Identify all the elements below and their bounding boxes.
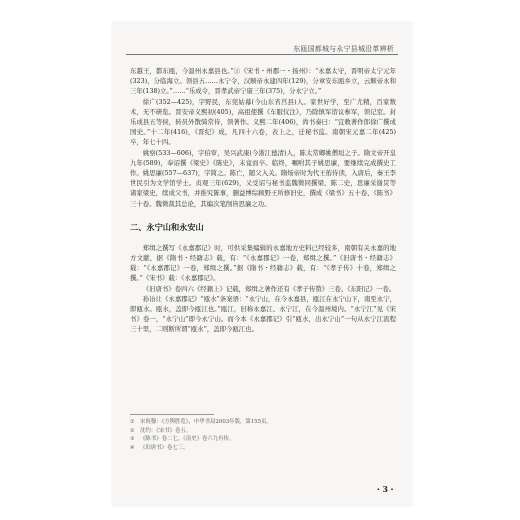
paragraph: 孙诒让《永嘉郡记》“瓯水”条案语：“永宁山，在今永嘉县，瓯江在永宁山下，南至永宁，即瓯水。瓯水，盖即今瓯江也。”瓯江，旧称永嘉江、永宁江，在今温州境内。“永宁江”见《宋书》卷一，“永宁山”即今永宁山。而今本《永嘉郡记》引“瓯水，出永宁山”一句从永宁江流程三十里，二则断所谓“瓯水”，盖即今瓯江也。 — [130, 294, 396, 334]
paragraph: 徐广(352—425)，字野民，东莞姑幕(今山东省莒县)人。家世好学，至广尤精，百家数术，无不研览。晋安帝义熙初(405)，高祖使撰《车服仪注》，乃除镇军谘议参军，领记室。封乐成县五等侯，转员外散骑常侍，领著作。义熙二年(406)，尚书奏曰：“宜敕著作郎徐广撰成国史。”十二年(416)，《晋纪》成，凡四十六卷，表上之，迁秘书监。南朝宋元嘉二年(425)卒，年七十四。 — [130, 97, 396, 147]
footnote-text: 《陈书》卷二七，《南史》卷六九有传。 — [140, 436, 235, 443]
footnote — [130, 444, 396, 453]
header-rule — [126, 54, 398, 55]
footnote-mark: ③ — [130, 436, 135, 443]
book-page — [112, 22, 412, 506]
footnote-text: 沈约：《宋书》卷五。 — [140, 427, 192, 434]
body-text — [130, 66, 396, 335]
running-header — [112, 22, 412, 58]
paragraph: 郑缉之撰写《永嘉郡记》时，可供采集编辑的永嘉地方史料已经较多，南朝有关永嘉的地方文献，据《隋书・经籍志》载，有：“《永嘉郡记》一卷，郑缉之撰。”《旧唐书・经籍志》载：“《永嘉郡记》一卷，郑缉之撰。”据《隋书・经籍志》载，有：“《孝子传》十卷，郑缉之撰。”《宋书》载：《永嘉郡记》。 — [130, 243, 396, 283]
header-title: 东瓯国都城与永宁县城沿革辨析 — [293, 45, 394, 53]
paragraph: 《旧唐书》卷四六《经籍上》记载，郑缉之著作还有《孝子传赞》三卷、《东阳记》一卷。 — [142, 284, 396, 293]
footnote-mark: ④ — [130, 444, 135, 451]
footnote — [130, 418, 396, 427]
footnote-rule — [130, 414, 214, 415]
footnote-text: 宋祝穆：《方舆胜览》，中华书局2003年版，第155页。 — [140, 419, 272, 425]
footnote-text: 《旧唐书》卷七三。 — [140, 444, 189, 451]
section-heading: 二、永宁山和永安山 — [130, 221, 204, 232]
paragraph: 东越王，都东瓯，今温州永嘉县也。”①《宋书・州郡一・扬州》：“永嘉太守，晋明帝太宁元年(323)，分临海立。领县五……永宁令，汉顺帝永建四年(129)，分章安东瓯乡立，云顺帝永和三年(138)立。”……“乐成令，晋孝武帝宁康三年(375)，分永宁立。” — [130, 67, 396, 96]
footnote — [130, 427, 396, 436]
paragraph: 姚察(533—606)，字伯审，吴兴武康(今浙江德清)人，陈太常卿姚僧垣之子。隋文帝开皇九年(589)，奉诏撰《梁史》《陈史》，未竟而卒。临终，嘱咐其子姚思廉，要继续完成撰史工作。姚思廉(557—637)，字简之。陈亡，随父入关。隋炀帝时为代王侑侍读，入唐后，秦王李世民引为文学馆学士。贞观三年(629)，又受诏与秘书监魏徵同撰梁、陈二史，思廉采谢炅等诸家梁史，续成父书，并推究陈事，删益博综顾野王所修旧史，撰成《梁书》五十卷、《陈书》三十卷。魏徵裁其总论，其编次笔削皆思廉之功。 — [130, 148, 396, 208]
page-number: ・3・ — [374, 484, 396, 494]
footnote — [130, 435, 396, 444]
footnote-mark: ② — [130, 427, 135, 434]
footnote-mark: ① — [130, 419, 135, 425]
footnotes — [130, 414, 396, 452]
